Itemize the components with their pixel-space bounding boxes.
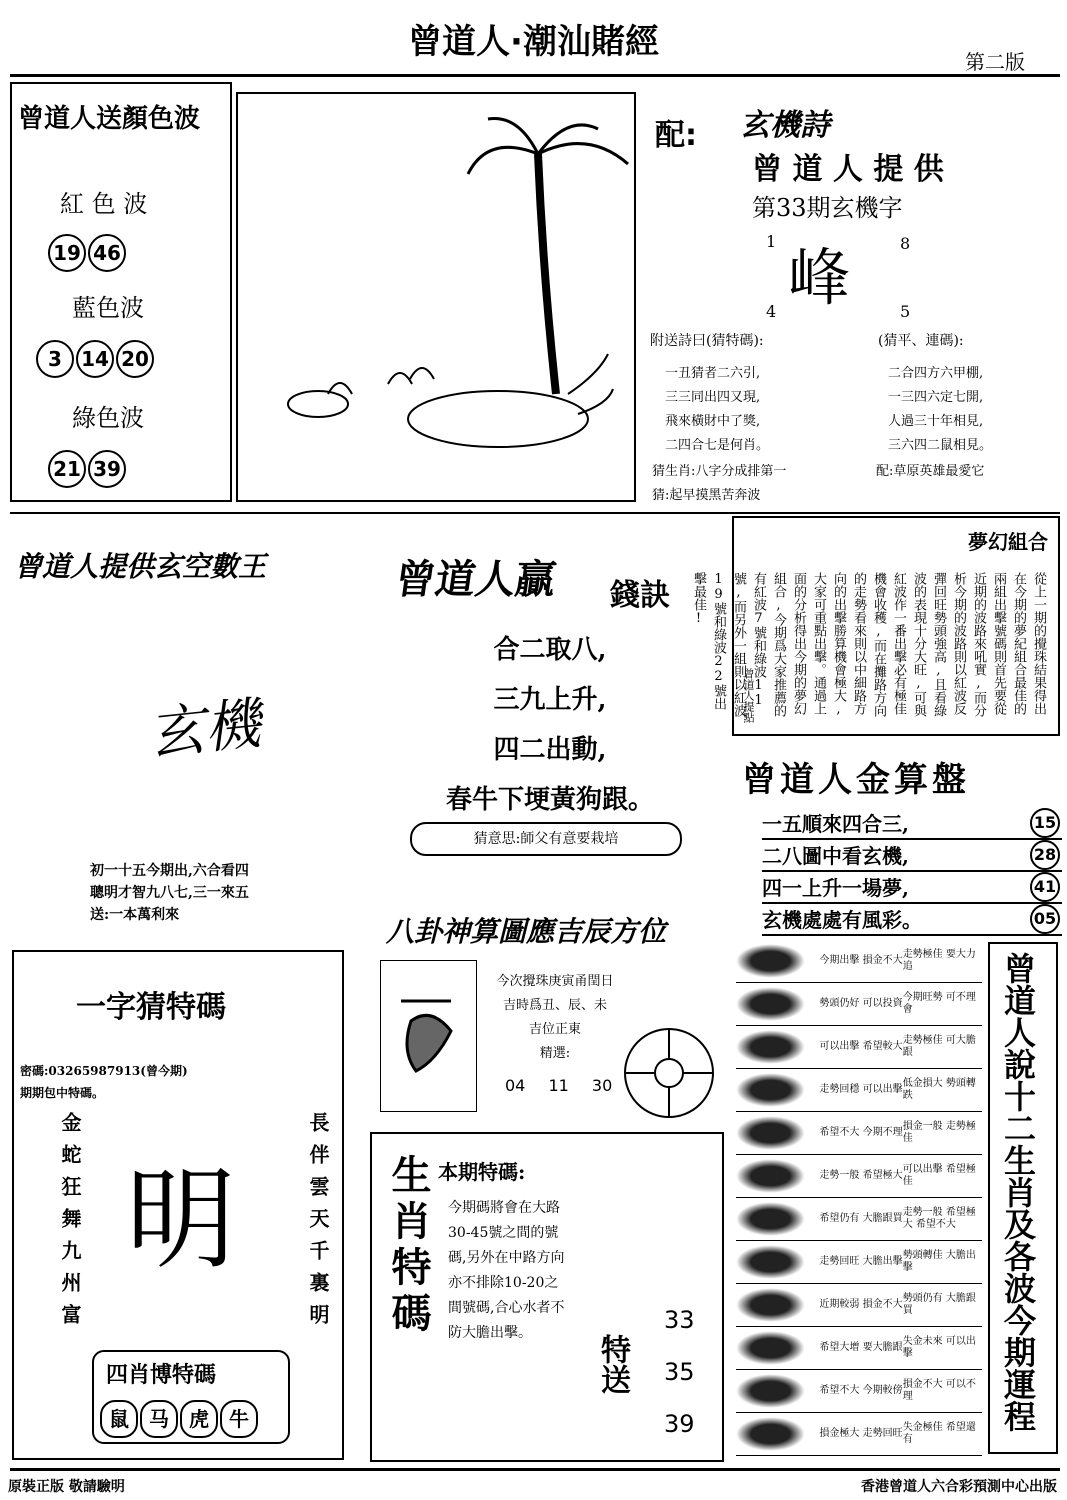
zodiac-pick: 鼠 — [100, 1400, 138, 1438]
page-title: 曾道人·潮汕賭經 — [408, 22, 659, 62]
special-panel — [370, 1132, 724, 1462]
blue-ball: 20 — [116, 340, 154, 378]
rat-icon — [736, 944, 805, 978]
zodiac-fortune-a: 走勢一般 希望極大 — [819, 1170, 903, 1181]
palm-tree-illustration — [236, 92, 636, 502]
bagua-compass-icon — [622, 1026, 716, 1120]
rooster-icon — [736, 1331, 805, 1365]
zodiac-row — [736, 1413, 982, 1456]
dream-col: 機會極大,大家可重點出擊。 — [811, 572, 846, 717]
one-char-big: 明 — [126, 1156, 236, 1284]
win-line: 三九上升, — [493, 685, 607, 715]
zodiac-row — [736, 1284, 982, 1327]
poem-special — [665, 362, 769, 458]
green-ball: 39 — [88, 450, 126, 488]
zodiac-pick: 马 — [140, 1400, 178, 1438]
corner-number: 8 — [900, 234, 911, 253]
snake-icon — [736, 1159, 805, 1193]
goat-icon — [736, 1245, 805, 1279]
horse-icon — [736, 1202, 805, 1236]
zodiac-fortune-a: 今期出擊 損金不大 — [819, 955, 903, 966]
calc-title: 曾道人金算盤 — [742, 760, 970, 800]
zodiac-table — [736, 940, 982, 1456]
header-rule — [10, 74, 1060, 77]
four-zodiac-list — [100, 1400, 260, 1438]
kong-line: 初一十五今期出,六合看四 — [90, 863, 249, 879]
poem-special-label: 附送詩曰(猜特碼): — [650, 333, 764, 349]
color-wave-panel — [10, 82, 232, 502]
zodiac-row — [736, 1198, 982, 1241]
xuanji-title: 玄機詩 — [740, 108, 830, 143]
calc-row-num: 15 — [1030, 808, 1060, 838]
palm-tree-icon — [238, 94, 634, 500]
footer-rule — [10, 1468, 1060, 1471]
one-char-left-poem: 金蛇狂舞九州富 — [58, 1112, 82, 1336]
rabbit-icon — [736, 1073, 805, 1107]
zodiac-row — [736, 1327, 982, 1370]
win-hint: 猜意思:師父有意要栽培 — [473, 831, 619, 847]
four-zodiac-box — [92, 1350, 290, 1444]
win-line: 合二取八, — [493, 635, 607, 665]
warrior-illustration — [380, 960, 477, 1112]
win-hint-box — [410, 822, 682, 856]
zodiac-fortune-b: 失金極佳 希望還有 — [902, 1422, 976, 1445]
dream-col: 則首先要從近期的波路來吼實,而分析今期的波路 — [951, 572, 1006, 717]
poem-line: 三六四二鼠相見。 — [888, 438, 993, 453]
special-send: 特送 — [595, 1334, 630, 1394]
zodiac-fortune-b: 勢頭轉佳 大膽出擊 — [902, 1250, 976, 1273]
zodiac-fortune-a: 可以出擊 希望較大 — [819, 1041, 903, 1052]
dream-signature: 曾道人提點 — [742, 668, 755, 723]
pair-hint: 配:草原英雄最愛它 — [876, 464, 985, 479]
special-body: 今期碼將會在大路30-45號之間的號碼,另外在中路方向亦不排除10-20之間號碼,合心水者不防大膽出擊。 — [448, 1200, 565, 1341]
dragon-icon — [736, 1116, 805, 1150]
xuanji-issue: 第33期玄機字 — [752, 194, 903, 222]
edition-label: 第二版 — [965, 50, 1025, 74]
poem-line: 二合四方六甲棚, — [888, 366, 984, 381]
green-wave-numbers — [48, 450, 128, 488]
zodiac-fortune-a: 走勢回旺 大膽出擊 — [819, 1256, 903, 1267]
zodiac-vertical-title: 曾道人說十二生肖及各波今期運程 — [999, 952, 1037, 1432]
zodiac-fortune-b: 失金未來 可以出擊 — [902, 1336, 976, 1359]
zodiac-fortune-a: 希望仍有 大膽跟買 — [819, 1213, 903, 1224]
zodiac-fortune-b: 今期旺勢 可不理會 — [902, 992, 976, 1015]
poem-line: 一丑猜者二六引, — [665, 366, 761, 381]
poem-line: 二四合七是何肖。 — [665, 438, 770, 453]
one-char-right-poem: 長伴雲天千裏明 — [306, 1112, 330, 1336]
dog-icon — [736, 1374, 805, 1408]
one-char-panel — [12, 950, 344, 1460]
bagua-lines — [480, 970, 630, 1066]
zodiac-row — [736, 983, 982, 1026]
green-wave-label: 綠色波 — [72, 404, 144, 432]
bagua-pick: 30 — [591, 1076, 613, 1095]
dream-col: 通過上面的分析得出今期的夢幻組合,今期爲大家推薦的有紅波7號和 — [751, 572, 826, 717]
pig-icon — [736, 1417, 805, 1451]
section-rule — [10, 512, 1060, 514]
kong-glyph: 玄機 — [145, 691, 264, 768]
zodiac-fortune-b: 走勢極佳 要大力追 — [902, 949, 976, 972]
zodiac-row — [736, 1069, 982, 1112]
zodiac-fortune-b: 可以出擊 希望極佳 — [902, 1164, 976, 1187]
zodiac-fortune-b: 勢頭仍有 大膽跟買 — [902, 1293, 976, 1316]
guess-zodiac: 猜生肖:八字分成排第一 — [652, 464, 787, 479]
zodiac-pick: 牛 — [220, 1400, 258, 1438]
poem-flat — [888, 362, 992, 458]
zodiac-fortune-a: 走勢回穩 可以出擊 — [819, 1084, 903, 1095]
calc-row-text: 四一上升一場夢, — [762, 876, 909, 900]
bagua-line: 今次攪珠庚寅甬閏日 — [496, 974, 614, 989]
zodiac-fortune-a: 希望不大 今期不理 — [819, 1127, 903, 1138]
four-zodiac-title: 四肖博特碼 — [106, 1363, 217, 1388]
zodiac-vertical-panel — [988, 942, 1058, 1454]
dream-col: 則以紅波反彈回旺勢頭強高,且看綠波的表現十分大旺,可與紅波作一番出擊 — [891, 572, 966, 717]
zodiac-fortune-a: 希望不大 今期較傍 — [819, 1385, 903, 1396]
dream-col: 必有極佳機會收穫,而在攤路方向的走勢看來則以中細路方向的出擊勝算 — [831, 572, 906, 717]
poem-line: 一三四六定七開, — [888, 390, 984, 405]
ox-icon — [736, 987, 805, 1021]
calc-row-num: 28 — [1030, 840, 1060, 870]
guess-hint: 猜:起早摸黑苦奔波 — [652, 488, 761, 503]
one-char-sub: 期期包中特碼。 — [20, 1086, 105, 1100]
zodiac-fortune-a: 勢頭仍好 可以投資 — [819, 998, 903, 1009]
pair-label: 配: — [655, 118, 697, 153]
blue-wave-label: 藍色波 — [72, 294, 144, 322]
zodiac-fortune-b: 低金損大 勢頭轉跌 — [902, 1078, 976, 1101]
zodiac-fortune-b: 損金不大 可以不理 — [902, 1379, 976, 1402]
zodiac-pick: 虎 — [180, 1400, 218, 1438]
special-nums — [664, 1294, 695, 1450]
special-num: 35 — [664, 1358, 695, 1386]
one-char-title: 一字猜特碼 — [76, 990, 226, 1025]
bagua-picked-label: 精選: — [539, 1046, 571, 1061]
bagua-pick: 04 — [505, 1076, 526, 1095]
dream-panel — [691, 516, 1060, 736]
win-title: 曾道人贏 — [392, 557, 559, 603]
red-wave-numbers — [48, 234, 128, 272]
one-char-code: 密碼:03265987913(曾今期) — [20, 1064, 188, 1078]
calc-row — [762, 872, 1062, 904]
zodiac-row — [736, 1026, 982, 1069]
zodiac-fortune-b: 走勢極佳 可大膽跟 — [902, 1035, 976, 1058]
zodiac-fortune-a: 希望大增 要大膽跟 — [819, 1342, 903, 1353]
calc-row-text: 二八圖中看玄機, — [762, 844, 909, 868]
kong-line: 聰明才智九八七,三一來五 — [90, 885, 249, 901]
xuanji-provider: 曾 道 人 提 供 — [752, 152, 944, 187]
kong-lines — [90, 860, 249, 926]
zodiac-row — [736, 1241, 982, 1284]
kong-line: 送:一本萬利來 — [90, 907, 180, 923]
dream-title: 夢幻組合 — [968, 530, 1048, 554]
blue-ball: 3 — [36, 340, 74, 378]
corner-number: 4 — [766, 302, 777, 321]
red-ball: 19 — [48, 234, 86, 272]
win-suffix: 錢訣 — [610, 578, 670, 613]
poem-line: 三三同出四又現, — [665, 390, 761, 405]
tiger-icon — [736, 1030, 805, 1064]
bagua-picked — [505, 1076, 612, 1095]
win-lines — [440, 625, 660, 825]
bagua-title: 八卦神算圖應吉辰方位 — [386, 915, 667, 948]
poem-line: 人過三十年相見, — [888, 414, 984, 429]
zodiac-row — [736, 1112, 982, 1155]
special-vertical-title: 生肖特碼 — [385, 1154, 431, 1338]
calc-row — [762, 808, 1062, 840]
bagua-line: 吉位正東 — [528, 1022, 581, 1037]
calc-row — [762, 904, 1062, 936]
zodiac-fortune-a: 損金極大 走勢回旺 — [819, 1428, 903, 1439]
corner-number: 1 — [766, 232, 777, 251]
xuanji-char: 峰 — [788, 241, 851, 314]
special-title: 本期特碼: — [438, 1160, 526, 1184]
footer-left: 原裝正版 敬請驗明 — [8, 1479, 125, 1495]
calc-row — [762, 840, 1062, 872]
zodiac-row — [736, 1155, 982, 1198]
win-line: 四二出動, — [493, 735, 607, 765]
monkey-icon — [736, 1288, 805, 1322]
poem-line: 飛來橫財中了獎, — [665, 414, 761, 429]
bagua-line: 吉時爲丑、辰、未 — [502, 998, 607, 1013]
zodiac-fortune-b: 走勢一般 希望極大 希望不大 — [902, 1207, 976, 1230]
calc-list — [762, 808, 1062, 936]
red-ball: 46 — [88, 234, 126, 272]
calc-row-text: 一五順來四合三, — [762, 812, 909, 836]
dream-col: 得出在今期的夢紀組合最佳的兩組出擊號碼 — [991, 572, 1046, 715]
footer-right: 香港曾道人六合彩預測中心出版 — [861, 1479, 1057, 1495]
zodiac-fortune-a: 近期較弱 損金不大 — [819, 1299, 903, 1310]
kong-title: 曾道人提供玄空數王 — [14, 550, 267, 583]
zodiac-fortune-b: 損金一般 走勢極佳 — [902, 1121, 976, 1144]
zodiac-row — [736, 1370, 982, 1413]
special-num: 33 — [664, 1306, 695, 1334]
poem-flat-label: (猜平、連碼): — [878, 333, 964, 349]
calc-row-text: 玄機處處有風彩。 — [762, 908, 922, 932]
corner-number: 5 — [900, 302, 911, 321]
calc-row-num: 41 — [1030, 872, 1060, 902]
win-line: 春牛下埂黃狗跟。 — [445, 785, 654, 815]
color-wave-title: 曾道人送顏色波 — [18, 104, 201, 134]
dream-col: 綠波11號,而另外一組則以紅波19號和綠波22號出擊最佳! — [691, 572, 766, 717]
calc-row-num: 05 — [1030, 904, 1060, 934]
blue-wave-numbers — [36, 340, 156, 378]
zodiac-row — [736, 940, 982, 983]
green-ball: 21 — [48, 450, 86, 488]
dream-col: 從上一期的攪珠結果 — [1031, 572, 1046, 689]
blue-ball: 14 — [76, 340, 114, 378]
warrior-icon — [381, 961, 474, 1109]
red-wave-label: 紅 色 波 — [60, 190, 148, 218]
bagua-pick: 11 — [548, 1076, 569, 1095]
special-num: 39 — [664, 1410, 695, 1438]
